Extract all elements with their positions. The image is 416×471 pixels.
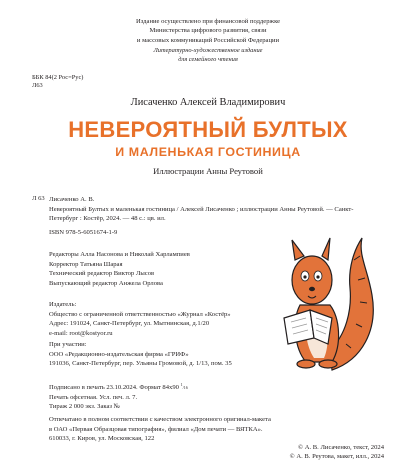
- format-numerator: 1: [180, 382, 183, 387]
- staff-line: Корректор Татьяна Шарая: [49, 260, 123, 268]
- funding-notice: [0, 17, 416, 45]
- print-info: [49, 380, 188, 412]
- author-name: Лисаченко Алексей Владимирович: [130, 97, 286, 108]
- staff-line: Выпускающий редактор Анжела Орлова: [49, 279, 163, 287]
- print-line: Тираж 2 000 экз. Заказ №: [49, 403, 120, 411]
- print-note-line: в ОАО «Первая Образцовая типография», филиал «Дом печати — ВЯТКА».: [49, 425, 263, 433]
- staff-line: Редакторы Алла Насонова и Николай Харлампиев: [49, 251, 190, 258]
- participant-info: [49, 340, 232, 369]
- copyright-illustrations: © А. В. Реутова, макет, илл., 2024: [289, 453, 384, 461]
- squirrel-head: [292, 256, 332, 304]
- squirrel-illustration: [262, 210, 382, 380]
- classification-codes: [32, 74, 83, 91]
- genre-note: [0, 47, 416, 64]
- publisher-line: Адрес: 191024, Санкт-Петербург, ул. Мытнинская, д.1/20: [49, 320, 210, 328]
- genre-line: Литературно-художественное издание: [153, 47, 263, 54]
- publisher-info: [49, 300, 231, 338]
- print-note: [49, 415, 379, 444]
- print-line: Печать офсетная. Усл. печ. л. 7.: [49, 393, 138, 401]
- genre-line: для семейного чтения: [178, 55, 238, 63]
- participant-line: При участии:: [49, 341, 87, 348]
- print-signed-text: Подписано в печать 23.10.2024. Формат 84х90: [49, 384, 181, 392]
- book-subtitle: И МАЛЕНЬКАЯ ГОСТИНИЦА: [115, 145, 301, 159]
- record-author: Лисаченко А. В.: [49, 196, 95, 203]
- participant-line: 191036, Санкт-Петербург, пер. Ульяны Громовой, д. 1/13, пом. 35: [49, 360, 232, 368]
- funding-line: и массовых коммуникаций Российской Федерации: [136, 36, 280, 44]
- editorial-staff: [49, 250, 190, 288]
- publisher-line: e-mail: root@kostyor.ru: [49, 329, 113, 337]
- funding-line: Издание осуществлено при финансовой поддержке: [135, 18, 281, 25]
- isbn: ISBN 978-5-6051674-1-9: [49, 229, 118, 236]
- print-note-line: 610033, г. Киров, ул. Московская, 122: [49, 435, 155, 443]
- print-note-line: Отпечатано в полном соответствии с качеством электронного оригинал-макета: [49, 416, 271, 423]
- staff-line: Технический редактор Виктор Лысов: [49, 270, 155, 278]
- author-mark: Л63: [32, 82, 43, 90]
- format-denominator: /16: [182, 385, 188, 391]
- publisher-line: Общество с ограниченной ответственностью «Журнал «Костёр»: [49, 310, 231, 318]
- book-title: НЕВЕРОЯТНЫЙ БУЛТЫХ: [68, 117, 348, 142]
- record-description: Невероятный Бултых и маленькая гостиница / Алексей Лисаченко ; иллюстрации Анны Реутовой. — Санкт-Петербург : Костёр, 2024. — 48 с.: цв. ил.: [49, 205, 354, 223]
- publisher-line: Издатель:: [49, 301, 77, 308]
- illustrator-credit: Иллюстрации Анны Реутовой: [153, 166, 263, 176]
- bbk-code: ББК 84(2 Рос=Рус): [32, 74, 84, 81]
- participant-line: ООО «Редакционно-издательская фирма «ГРИФ»: [49, 350, 189, 358]
- copyright: [290, 443, 384, 462]
- print-signed: [49, 380, 188, 393]
- funding-line: Министерства цифрового развития, связи: [149, 27, 267, 35]
- copyright-text: © А. В. Лисаченко, текст, 2024: [298, 444, 384, 451]
- library-code: Л 63: [32, 195, 45, 202]
- book: [284, 310, 314, 344]
